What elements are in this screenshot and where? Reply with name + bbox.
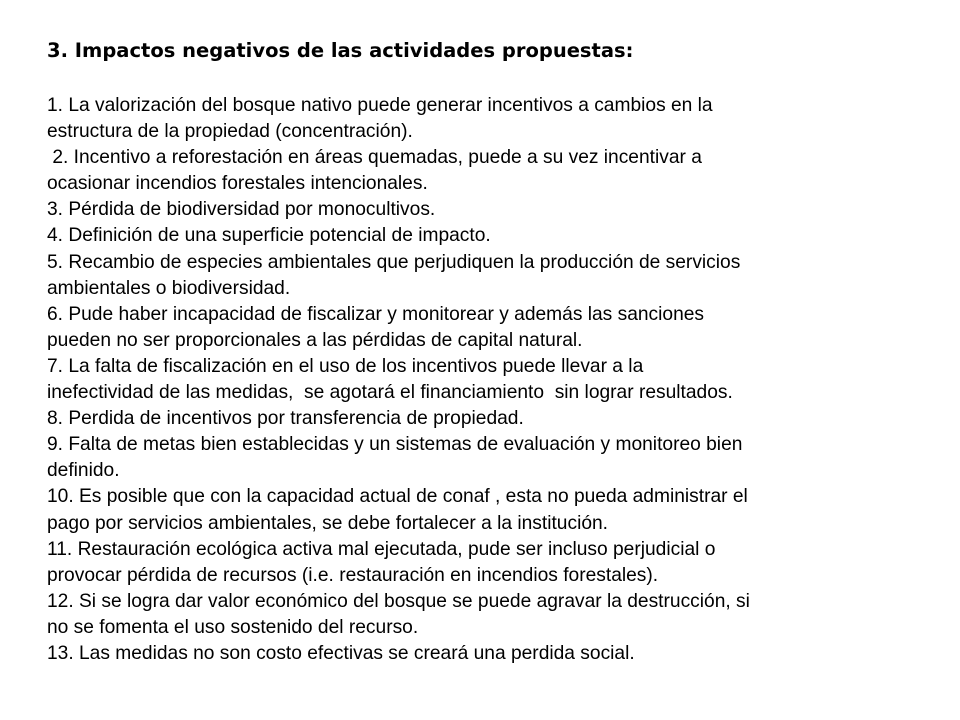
list-item-line: 8. Perdida de incentivos por transferencia de propiedad. [47, 408, 524, 430]
list-item-line: ocasionar incendios forestales intencionales. [47, 173, 428, 195]
list-item-13 [47, 641, 927, 667]
list-item-line: 10. Es posible que con la capacidad actual de conaf , esta no pueda administrar el [47, 486, 748, 508]
list-item-5 [47, 250, 927, 302]
list-item-line: provocar pérdida de recursos (i.e. restauración en incendios forestales). [47, 564, 659, 586]
list-item-12 [47, 589, 927, 641]
list-item-11 [47, 537, 927, 589]
list-item-line: 4. Definición de una superficie potencial de impacto. [47, 225, 491, 247]
list-item-4 [47, 223, 927, 249]
list-item-line: ambientales o biodiversidad. [47, 277, 291, 299]
list-item-line: 7. La falta de fiscalización en el uso de los incentivos puede llevar a la [47, 355, 644, 377]
list-item-line: no se fomenta el uso sostenido del recurso. [47, 616, 419, 638]
list-item-line: 3. Pérdida de biodiversidad por monocultivos. [47, 199, 436, 221]
list-item-6 [47, 302, 927, 354]
list-item-8 [47, 406, 927, 432]
list-item-7 [47, 354, 927, 406]
slide-title: 3. Impactos negativos de las actividades propuestas: [47, 39, 634, 62]
list-item-2 [47, 145, 927, 197]
list-item-9 [47, 432, 927, 484]
list-item-line: pago por servicios ambientales, se debe fortalecer a la institución. [47, 512, 609, 534]
list-item-line: 6. Pude haber incapacidad de fiscalizar y monitorear y además las sanciones [47, 303, 705, 325]
list-item-10 [47, 484, 927, 536]
impact-list [47, 93, 927, 667]
list-item-line: inefectividad de las medidas, se agotará el financiamiento sin lograr resultados. [47, 382, 733, 404]
list-item-line: 11. Restauración ecológica activa mal ejecutada, pude ser incluso perjudicial o [47, 538, 716, 560]
list-item-line: 2. Incentivo a reforestación en áreas quemadas, puede a su vez incentivar a [47, 147, 702, 169]
list-item-1 [47, 93, 927, 145]
list-item-line: 12. Si se logra dar valor económico del bosque se puede agravar la destrucción, si [47, 590, 750, 612]
list-item-line: 13. Las medidas no son costo efectivas se creará una perdida social. [47, 642, 635, 664]
list-item-line: 9. Falta de metas bien establecidas y un sistemas de evaluación y monitoreo bien [47, 434, 743, 456]
list-item-3 [47, 197, 927, 223]
list-item-line: 5. Recambio de especies ambientales que perjudiquen la producción de servicios [47, 251, 741, 273]
list-item-line: pueden no ser proporcionales a las pérdidas de capital natural. [47, 329, 583, 351]
list-item-line: definido. [47, 460, 120, 482]
list-item-line: 1. La valorización del bosque nativo puede generar incentivos a cambios en la [47, 95, 713, 116]
list-item-line: estructura de la propiedad (concentración). [47, 121, 413, 143]
